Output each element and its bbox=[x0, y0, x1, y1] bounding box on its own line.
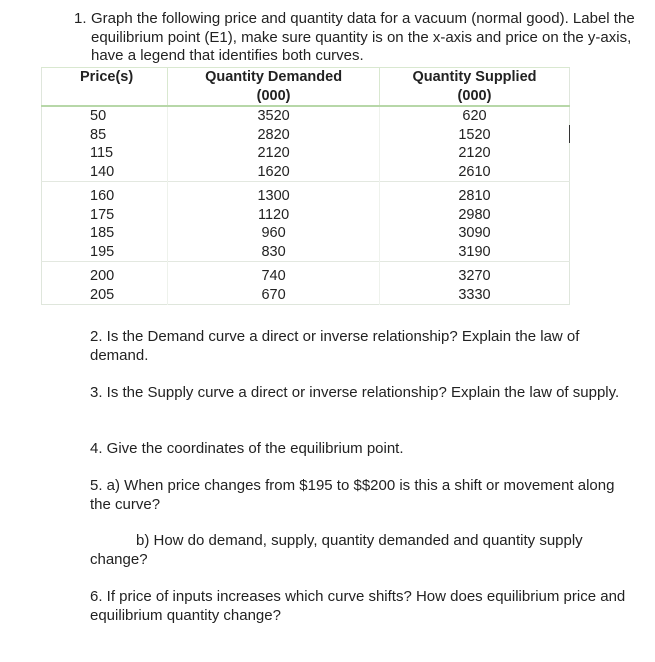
cell-qs: 3330 bbox=[379, 286, 569, 305]
cell-qd: 3520 bbox=[168, 106, 380, 126]
cell-qd: 1620 bbox=[168, 163, 380, 182]
table-row bbox=[42, 243, 570, 262]
question-1 bbox=[74, 10, 644, 66]
header-qd-label: Quantity Demanded bbox=[205, 69, 343, 85]
cell-price: 85 bbox=[90, 126, 107, 143]
cell-price: 115 bbox=[90, 145, 114, 161]
question-4: 4. Give the coordinates of the equilibrium point. bbox=[90, 440, 404, 457]
table-row bbox=[42, 206, 570, 225]
header-qd-unit: (000) bbox=[256, 87, 291, 104]
cell-qd: 2120 bbox=[168, 144, 380, 163]
cell-qd: 670 bbox=[168, 286, 380, 305]
cell-qs: 2120 bbox=[379, 144, 569, 163]
cell-qd: 830 bbox=[168, 243, 380, 262]
cell-price: 160 bbox=[42, 182, 168, 206]
cell-qd: 2820 bbox=[168, 126, 380, 145]
table-row bbox=[42, 182, 570, 206]
cell-price: 50 bbox=[90, 108, 107, 124]
table-body bbox=[42, 106, 570, 305]
question-2: 2. Is the Demand curve a direct or inverse relationship? Explain the law of demand. bbox=[90, 328, 580, 364]
table-row bbox=[42, 144, 570, 163]
cell-qs: 3090 bbox=[379, 224, 569, 243]
cell-price: 185 bbox=[90, 225, 115, 241]
cell-qd: 1300 bbox=[168, 182, 380, 206]
table-row bbox=[42, 163, 570, 182]
cell-price: 140 bbox=[90, 163, 115, 180]
question-3: 3. Is the Supply curve a direct or inverse relationship? Explain the law of supply. bbox=[90, 384, 620, 401]
cell-qs: 2810 bbox=[379, 182, 569, 206]
text-cursor bbox=[569, 125, 570, 143]
header-price: Price(s) bbox=[42, 68, 168, 107]
header-qs-label: Quantity Supplied bbox=[412, 69, 537, 85]
header-quantity-supplied bbox=[379, 68, 569, 107]
table-row bbox=[42, 106, 570, 126]
question-5b bbox=[90, 532, 630, 569]
question-1-text: Graph the following price and quantity data for a vacuum (normal good). Label the equilibrium point (E1), make sure quantity is on the x-axis and price on the y-axis, have a legend that identifies both curves. bbox=[91, 10, 635, 64]
table-row bbox=[42, 262, 570, 286]
header-qs-unit: (000) bbox=[457, 87, 492, 104]
cell-qs: 3270 bbox=[379, 262, 569, 286]
cell-qs: 1520 bbox=[379, 126, 569, 145]
cell-price: 200 bbox=[42, 262, 168, 286]
cell-qd: 960 bbox=[168, 224, 380, 243]
question-5a: 5. a) When price changes from $195 to $$200 is this a shift or movement along the curve? bbox=[90, 477, 615, 513]
cell-price: 175 bbox=[90, 206, 115, 223]
table-header-row bbox=[42, 68, 570, 107]
table-row bbox=[42, 224, 570, 243]
table-row bbox=[42, 286, 570, 305]
question-6: 6. If price of inputs increases which curve shifts? How does equilibrium price and equilibrium quantity change? bbox=[90, 588, 626, 624]
price-quantity-table bbox=[41, 67, 570, 305]
header-quantity-demanded bbox=[168, 68, 380, 107]
question-1-number: 1. bbox=[74, 10, 87, 27]
cell-qs: 2980 bbox=[379, 206, 569, 225]
cell-qs: 2610 bbox=[379, 163, 569, 182]
cell-price: 195 bbox=[90, 243, 115, 260]
cell-qd: 740 bbox=[168, 262, 380, 286]
table-row bbox=[42, 126, 570, 145]
cell-qs: 620 bbox=[379, 106, 569, 126]
cell-qs: 3190 bbox=[379, 243, 569, 262]
question-5b-text: b) How do demand, supply, quantity demanded and quantity supply change? bbox=[90, 532, 583, 568]
cell-qd: 1120 bbox=[168, 206, 380, 225]
cell-price: 205 bbox=[90, 286, 115, 303]
